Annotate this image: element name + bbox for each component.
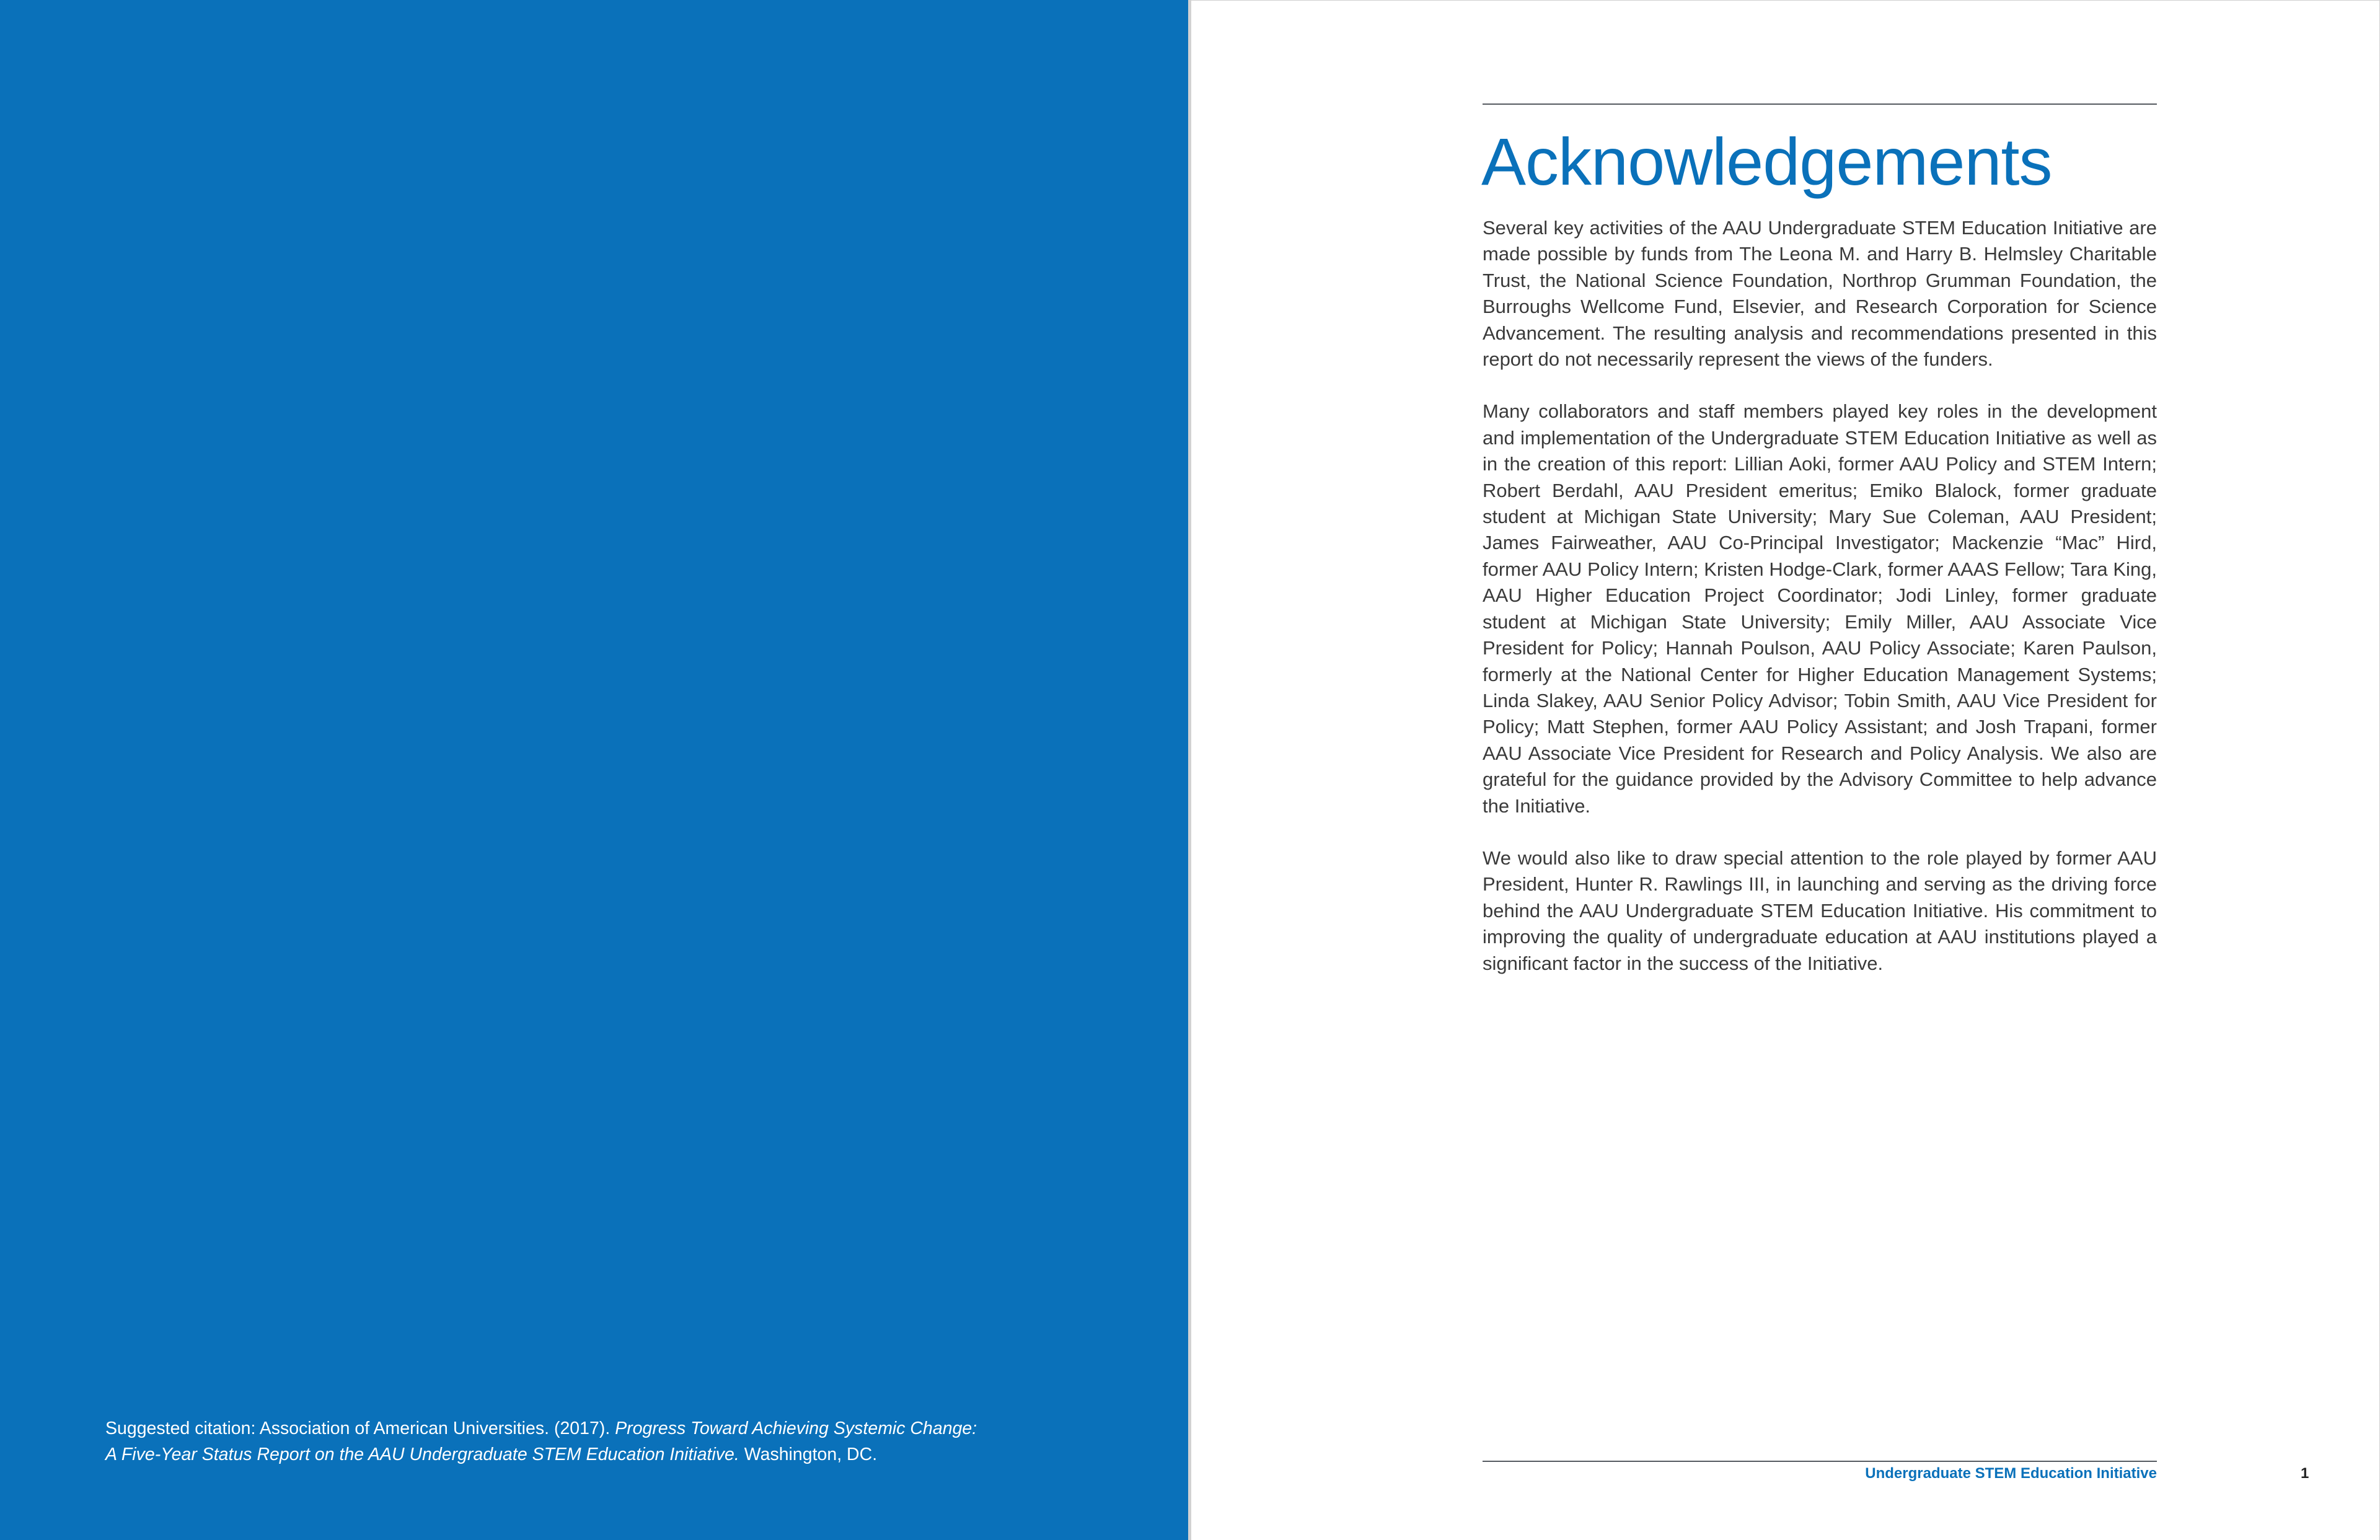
citation-prefix: Suggested citation: Association of American Universities. (2017). (105, 1419, 610, 1438)
acknowledgements-body (1483, 215, 2157, 1003)
suggested-citation (105, 1415, 1072, 1467)
page-number: 1 (2301, 1465, 2309, 1482)
footer-running-title: Undergraduate STEM Education Initiative (1865, 1465, 2157, 1482)
citation-title-line1: Progress Toward Achieving Systemic Change: (615, 1419, 977, 1438)
page-title: Acknowledgements (1481, 124, 2052, 199)
left-page-blue-panel (0, 0, 1188, 1540)
citation-suffix: Washington, DC. (744, 1445, 878, 1464)
top-rule-divider (1483, 103, 2157, 105)
paragraph-funders: Several key activities of the AAU Undergraduate STEM Education Initiative are made possible by funds from The Leona M. and Harry B. Helmsley Charitable Trust, the National Science Foundation, Northrop Grumman Foundation, the Burroughs Wellcome Fund, Elsevier, and Research Corporation for Science Advancement. The resulting analysis and recommendations presented in this report do not necessarily represent the views of the funders. (1483, 217, 2157, 371)
paragraph-collaborators: Many collaborators and staff members played key roles in the development and implementation of the Undergraduate STEM Education Initiative as well as in the creation of this report: Lillian Aoki, former AAU Policy and STEM Intern; Robert Berdahl, AAU President emeritus; Emiko Blalock, former graduate student at Michigan State University; Mary Sue Coleman, AAU President; James Fairweather, AAU Co-Principal Investigator; Mackenzie “Mac” Hird, former AAU Policy Intern; Kristen Hodge-Clark, former AAAS Fellow; Tara King, AAU Higher Education Project Coordinator; Jodi Linley, former graduate student at Michigan State University; Emily Miller, AAU Associate Vice President for Policy; Hannah Poulson, AAU Policy Associate; Karen Paulson, formerly at the National Center for Higher Education Management Systems; Linda Slakey, AAU Senior Policy Advisor; Tobin Smith, AAU Vice President for Policy; Matt Stephen, former AAU Policy Assistant; and Josh Trapani, former AAU Associate Vice President for Research and Policy Analysis. We also are grateful for the guidance provided by the Advisory Committee to help advance the Initiative. (1483, 400, 2157, 817)
footer-rule-divider (1483, 1461, 2157, 1462)
citation-title-line2: A Five-Year Status Report on the AAU Undergraduate STEM Education Initiative. (105, 1445, 739, 1464)
paragraph-rawlings: We would also like to draw special attention to the role played by former AAU President, Hunter R. Rawlings III, in launching and serving as the driving force behind the AAU Undergraduate STEM Education Initiative. His commitment to improving the quality of undergraduate education at AAU institutions played a significant factor in the success of the Initiative. (1483, 847, 2157, 974)
